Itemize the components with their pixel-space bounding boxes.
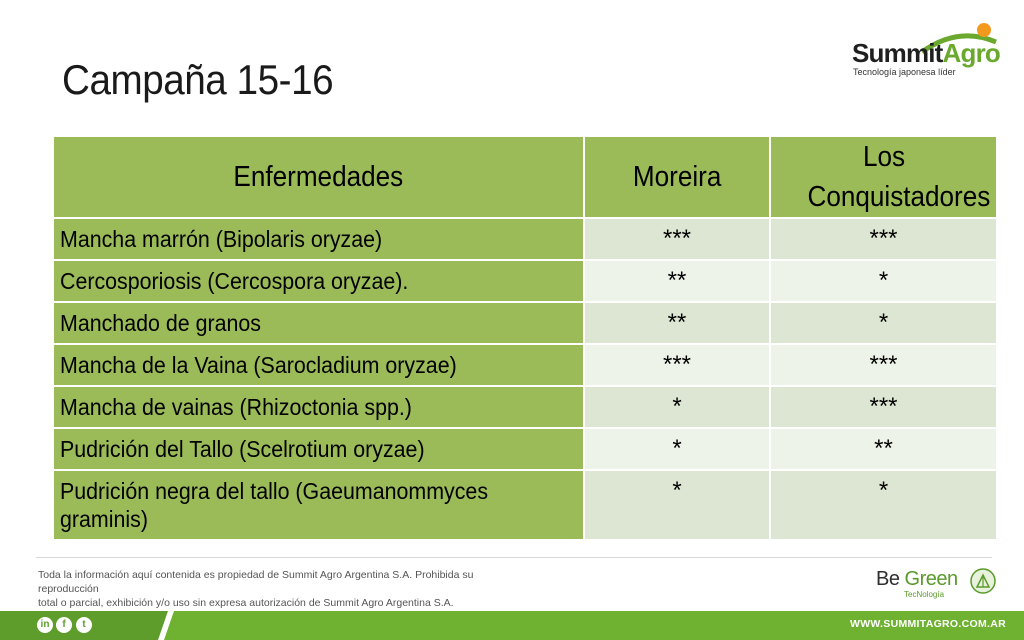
table-row — [53, 470, 997, 540]
table-row — [53, 344, 997, 386]
conquistadores-cell: *** — [770, 344, 997, 386]
disease-cell: Mancha de vainas (Rhizoctonia spp.) — [53, 386, 584, 428]
diseases-table — [52, 135, 998, 541]
website-link[interactable]: WWW.SUMMITAGRO.COM.AR — [850, 618, 1006, 630]
conquistadores-cell: *** — [770, 386, 997, 428]
table-header-row — [53, 136, 997, 218]
moreira-cell: * — [584, 470, 770, 540]
disease-cell: Mancha de la Vaina (Sarocladium oryzae) — [53, 344, 584, 386]
summit-agro-logo — [848, 22, 1008, 82]
begreen-leaf-icon — [970, 568, 996, 594]
moreira-cell: *** — [584, 218, 770, 260]
table-row — [53, 386, 997, 428]
moreira-cell: * — [584, 428, 770, 470]
logo-brand-main: Summit — [852, 38, 943, 68]
disclaimer-line: Toda la información aquí contenida es propiedad de Summit Agro Argentina S.A. Prohibida su reproducción — [38, 569, 474, 595]
twitter-icon[interactable]: t — [76, 617, 92, 633]
conquistadores-cell: * — [770, 302, 997, 344]
header-moreira: Moreira — [584, 136, 770, 218]
footer-disclaimer — [38, 568, 518, 610]
disease-cell: Manchado de granos — [53, 302, 584, 344]
logo-tagline: Tecnología japonesa líder — [853, 67, 956, 77]
table-row — [53, 260, 997, 302]
moreira-cell: ** — [584, 260, 770, 302]
moreira-cell: ** — [584, 302, 770, 344]
conquistadores-cell: ** — [770, 428, 997, 470]
linkedin-icon[interactable]: in — [37, 617, 53, 633]
conquistadores-cell: * — [770, 260, 997, 302]
disease-cell: Cercosporiosis (Cercospora oryzae). — [53, 260, 584, 302]
moreira-cell: *** — [584, 344, 770, 386]
disease-cell: Pudrición negra del tallo (Gaeumanommyces graminis) — [53, 470, 584, 540]
begreen-green: Green — [904, 568, 958, 590]
table-row — [53, 218, 997, 260]
table-row — [53, 428, 997, 470]
table-row — [53, 302, 997, 344]
disease-cell: Pudrición del Tallo (Scelrotium oryzae) — [53, 428, 584, 470]
header-enfermedades: Enfermedades — [53, 136, 584, 218]
moreira-cell: * — [584, 386, 770, 428]
logo-brand-accent: Agro — [942, 38, 1001, 68]
footer-divider — [36, 557, 992, 558]
disease-cell: Mancha marrón (Bipolaris oryzae) — [53, 218, 584, 260]
facebook-icon[interactable]: f — [56, 617, 72, 633]
be-green-logo — [876, 566, 1006, 602]
header-los-conquistadores: Los Conquistadores — [770, 136, 997, 218]
conquistadores-cell: * — [770, 470, 997, 540]
begreen-tagline: TecNología — [904, 590, 945, 599]
slide-title: Campaña 15-16 — [62, 56, 334, 103]
conquistadores-cell: *** — [770, 218, 997, 260]
begreen-be: Be — [876, 568, 905, 590]
disclaimer-line: total o parcial, exhibición y/o uso sin expresa autorización de Summit Agro Argentina S.A. — [38, 597, 454, 609]
